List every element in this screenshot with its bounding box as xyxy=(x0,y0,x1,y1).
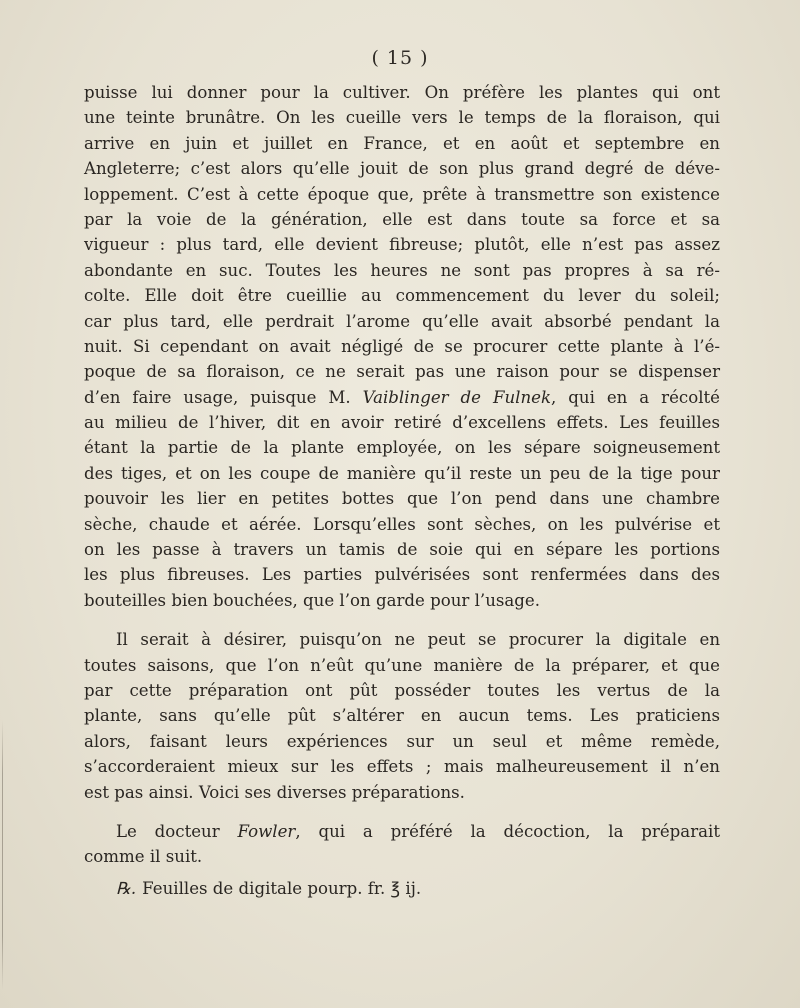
text-line: colte. Elle doit être cueillie au commencement du lever du soleil; xyxy=(84,286,720,306)
text-line: par la voie de la génération, elle est dans toute sa force et sa xyxy=(84,209,720,229)
text-line: une teinte brunâtre. On les cueille vers le temps de la floraison, qui xyxy=(84,108,720,128)
text-line: puisse lui donner pour la cultiver. On préfère les plantes qui ont xyxy=(84,83,720,102)
text-line: alors, faisant leurs expériences sur un seul et même remède, xyxy=(84,731,720,751)
text-line: étant la partie de la plante employée, on les sépare soigneusement xyxy=(84,438,720,458)
text-line: par cette préparation ont pût posséder toutes les vertus de la xyxy=(84,680,720,700)
text-line: Il serait à désirer, puisqu’on ne peut se procurer la digitale en xyxy=(116,630,720,650)
text-line: vigueur : plus tard, elle devient fibreuse; plutôt, elle n’est pas assez xyxy=(84,235,720,255)
text-line: sèche, chaude et aérée. Lorsqu’elles sont sèches, on les pulvérise et xyxy=(84,514,720,534)
body-text xyxy=(84,80,720,901)
text-line: s’accorderaient mieux sur les effets ; mais malheureusement il n’en xyxy=(84,757,720,777)
text-line: loppement. C’est à cette époque que, prête à transmettre son existence xyxy=(84,184,720,204)
person-name: Vaiblinger de Fulnek xyxy=(362,387,552,407)
text-line: on les passe à travers un tamis de soie qui en sépare les portions xyxy=(84,540,720,560)
text-line: comme il suit. xyxy=(84,847,203,867)
text-line: car plus tard, elle perdrait l’arome qu’elle avait absorbé pendant la xyxy=(84,311,720,331)
recipe-line xyxy=(84,876,720,901)
text-line: bouteilles bien bouchées, que l’on garde pour l’usage. xyxy=(84,590,541,610)
text-line: abondante en suc. Toutes les heures ne sont pas propres à sa ré- xyxy=(84,260,720,280)
text-line: d’en faire usage, puisque M. Vaiblinger de Fulnek, qui en a récolté xyxy=(84,387,720,407)
text-line: Le docteur Fowler, qui a préféré la décoction, la préparait xyxy=(116,821,720,841)
page-number: ( 15 ) xyxy=(371,47,429,69)
text-line: arrive en juin et juillet en France, et en août et septembre en xyxy=(84,133,720,153)
text-line: est pas ainsi. Voici ses diverses préparations. xyxy=(84,782,465,802)
recipe-text: Feuilles de digitale pourp. fr. ℥ ij. xyxy=(142,878,422,898)
recipe-symbol: ℞. xyxy=(116,878,137,898)
text-line: pouvoir les lier en petites bottes que l’on pend dans une chambre xyxy=(84,489,720,509)
text-line: des tiges, et on les coupe de manière qu’il reste un peu de la tige pour xyxy=(84,463,720,483)
text-line: nuit. Si cependant on avait négligé de se procurer cette plante à l’é- xyxy=(84,336,720,356)
page-edge-shadow xyxy=(2,720,3,990)
text-line: Angleterre; c’est alors qu’elle jouit de son plus grand degré de déve- xyxy=(84,159,720,179)
text-line: au milieu de l’hiver, dit en avoir retiré d’excellens effets. Les feuilles xyxy=(84,413,720,433)
text-line: toutes saisons, que l’on n’eût qu’une manière de la préparer, et que xyxy=(84,655,720,675)
text-line: les plus fibreuses. Les parties pulvérisées sont renfermées dans des xyxy=(84,565,720,585)
text-line: plante, sans qu’elle pût s’altérer en aucun tems. Les praticiens xyxy=(84,706,720,726)
person-name: Fowler xyxy=(237,821,296,841)
text-line: poque de sa floraison, ce ne serait pas une raison pour se dispenser xyxy=(84,362,720,382)
